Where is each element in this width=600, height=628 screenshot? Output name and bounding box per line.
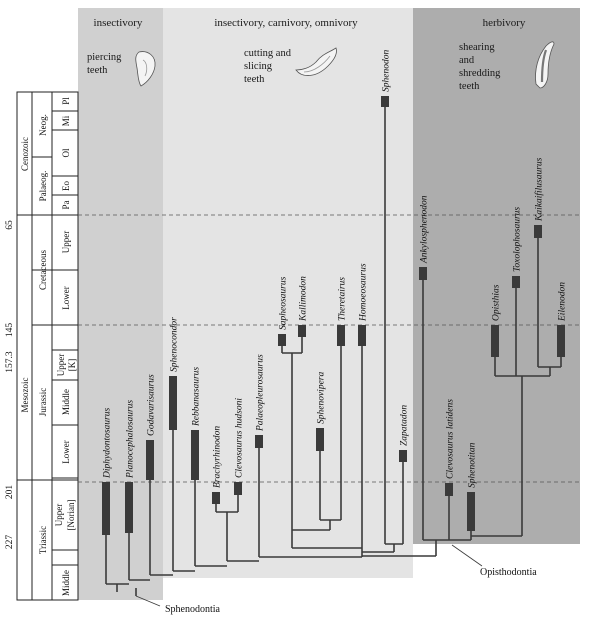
group-palaeogene: Palaeog. bbox=[38, 170, 48, 202]
triassic-upper: Upper bbox=[54, 503, 64, 527]
node-label-opisthodontia: Opisthodontia bbox=[480, 567, 537, 578]
caption-shearing-2: and bbox=[459, 55, 475, 66]
taxon-sphenodon: Sphenodon bbox=[381, 49, 392, 92]
range-bar-planocephalosaurus bbox=[125, 482, 133, 533]
node-label-sphenodontia: Sphenodontia bbox=[165, 604, 220, 615]
caption-shearing-4: teeth bbox=[459, 81, 480, 92]
cretaceous-upper: Upper bbox=[61, 230, 71, 254]
taxon-sphenovipera: Sphenovipera bbox=[316, 371, 327, 424]
range-bar-sphenocondor bbox=[169, 376, 177, 430]
jurassic-lower: Lower bbox=[61, 440, 71, 464]
cretaceous-lower: Lower bbox=[61, 286, 71, 310]
range-bar-homoeosaurus bbox=[358, 325, 366, 346]
period-jurassic: Jurassic bbox=[38, 387, 48, 417]
range-bar-palaeopleurosaurus bbox=[255, 435, 263, 448]
range-bar-opisthias bbox=[491, 325, 499, 357]
watermark-text: 知乎 @攀缘的井蛙 bbox=[455, 595, 564, 610]
period-cretaceous: Cretaceous bbox=[38, 250, 48, 290]
range-bar-kallimodon bbox=[298, 325, 306, 337]
period-triassic: Triassic bbox=[38, 525, 48, 555]
caption-cutting-2: slicing bbox=[244, 61, 272, 72]
taxon-sphenocondor: Sphenocondor bbox=[169, 317, 180, 372]
range-bar-rebbanasaurus bbox=[191, 430, 199, 480]
era-cenozoic: Cenozoic bbox=[20, 137, 30, 171]
range-bar-clevosaurus-hudsoni bbox=[234, 482, 242, 495]
age-65: 65 bbox=[5, 220, 15, 230]
taxon-sphenotitan: Sphenotitan bbox=[467, 442, 478, 488]
triassic-middle: Middle bbox=[61, 570, 71, 596]
taxon-clevosaurus-latidens: Clevosaurus latidens bbox=[445, 399, 456, 479]
triassic-upper-stage: [Norian] bbox=[66, 499, 76, 531]
taxon-homoeosaurus: Homoeosaurus bbox=[358, 263, 369, 321]
jurassic-upper-stage: [K] bbox=[67, 358, 77, 372]
jurassic-upper: Upper bbox=[56, 353, 66, 377]
zone-title-insectivory: insectivory bbox=[93, 17, 143, 29]
range-bar-brachyrhinodon bbox=[212, 492, 220, 504]
taxon-kaikaifilusaurus: Kaikaifilusaurus bbox=[534, 157, 545, 221]
taxon-kallimodon: Kallimodon bbox=[298, 276, 309, 321]
taxon-planocephalosaurus: Planocephalosaurus bbox=[125, 399, 136, 478]
taxon-sapheosaurus: Sapheosaurus bbox=[278, 276, 289, 330]
taxon-rebbanasaurus: Rebbanasaurus bbox=[191, 366, 202, 426]
zone-title-herbivory: herbivory bbox=[482, 17, 526, 29]
range-bar-zapatadon bbox=[399, 450, 407, 462]
taxon-opisthias: Opisthias bbox=[491, 284, 502, 321]
range-bar-toxolophosaurus bbox=[512, 276, 520, 288]
caption-cutting-1: cutting and bbox=[244, 48, 291, 59]
taxon-toxolophosaurus: Toxolophosaurus bbox=[512, 206, 523, 272]
range-bar-godavarisaurus bbox=[146, 440, 154, 480]
taxon-theretairus: Theretairus bbox=[337, 277, 348, 321]
zone-herbivory bbox=[413, 8, 580, 544]
caption-cutting-3: teeth bbox=[244, 74, 265, 85]
taxon-brachyrhinodon: Brachyrhinodon bbox=[212, 425, 223, 488]
era-mesozoic: Mesozoic bbox=[20, 377, 30, 413]
range-bar-sphenotitan bbox=[467, 492, 475, 531]
age-201: 201 bbox=[5, 484, 15, 500]
taxon-clevosaurus-hudsoni: Clevosaurus hudsoni bbox=[234, 398, 245, 478]
range-bar-ankylosphenodon bbox=[419, 267, 427, 280]
range-bar-sphenovipera bbox=[316, 428, 324, 451]
taxon-palaeopleurosaurus: Palaeopleurosaurus bbox=[255, 354, 266, 431]
range-bar-clevosaurus-latidens bbox=[445, 483, 453, 496]
epoch-pl: Pl bbox=[61, 97, 71, 105]
caption-piercing-2: teeth bbox=[87, 65, 108, 76]
range-bar-sphenodon bbox=[381, 96, 389, 107]
epoch-eo: Eo bbox=[61, 181, 71, 191]
caption-shearing-1: shearing bbox=[459, 42, 495, 53]
range-bar-eilenodon bbox=[557, 325, 565, 357]
jurassic-middle: Middle bbox=[61, 389, 71, 415]
range-bar-sapheosaurus bbox=[278, 334, 286, 346]
zone-title-mixed: insectivory, carnivory, omnivory bbox=[214, 17, 358, 29]
age-145: 145 bbox=[5, 322, 15, 338]
taxon-diphydontosaurus: Diphydontosaurus bbox=[102, 407, 113, 478]
range-bar-diphydontosaurus bbox=[102, 482, 110, 535]
epoch-mi: Mi bbox=[61, 115, 71, 127]
range-bar-kaikaifilusaurus bbox=[534, 225, 542, 238]
group-neogene: Neog. bbox=[38, 114, 48, 136]
caption-shearing-3: shredding bbox=[459, 68, 501, 79]
epoch-ol: Ol bbox=[61, 148, 71, 158]
age-227: 227 bbox=[5, 534, 15, 550]
epoch-pa: Pa bbox=[61, 200, 71, 210]
range-bar-theretairus bbox=[337, 325, 345, 346]
taxon-godavarisaurus: Godavarisaurus bbox=[146, 374, 157, 436]
taxon-ankylosphenodon: Ankylosphenodon bbox=[419, 195, 430, 263]
taxon-zapatadon: Zapatadon bbox=[399, 404, 410, 446]
taxon-eilenodon: Eilenodon bbox=[557, 281, 568, 321]
age-157-3: 157.3 bbox=[5, 351, 15, 373]
caption-piercing-1: piercing bbox=[87, 52, 122, 63]
